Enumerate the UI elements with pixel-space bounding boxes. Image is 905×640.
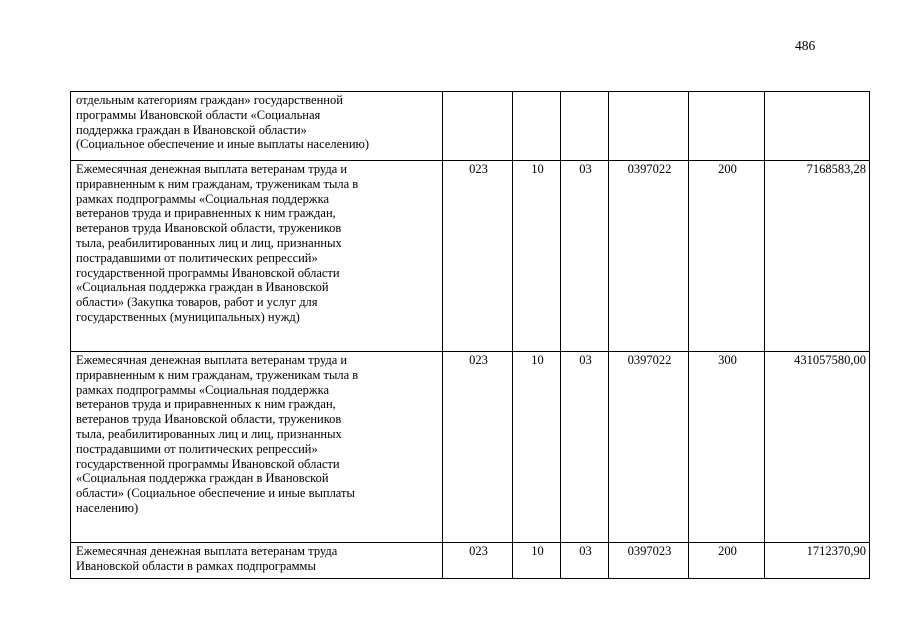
section-code-cell: 10 [513,352,561,543]
amount-cell [765,92,870,161]
ministry-code-cell: 023 [443,543,513,579]
expense-type-cell: 200 [689,161,765,352]
section-code-cell: 10 [513,161,561,352]
description-line: (Социальное обеспечение и иные выплаты населению) [76,137,370,152]
description-cell [71,352,443,543]
expense-type-cell [689,92,765,161]
description-line: государственных (муниципальных) нужд) [76,309,300,324]
target-article-cell [609,92,689,161]
description-line: приравненным к ним гражданам, труженикам тыла в [76,176,359,191]
description-cell [71,161,443,352]
description-cell [71,543,443,579]
page-number: 486 [795,38,816,53]
subsection-code-cell: 03 [561,352,609,543]
description-line: государственной программы Ивановской области [76,456,340,471]
description-line: поддержка граждан в Ивановской области» [76,122,307,137]
table-row [71,543,870,579]
target-article-cell: 0397022 [609,161,689,352]
description-line: отдельным категориям граждан» государственной [76,93,343,107]
subsection-code-cell: 03 [561,543,609,579]
description-line: Ежемесячная денежная выплата ветеранам труда [76,544,338,558]
description-line: тыла, реабилитированных лиц и лиц, признанных [76,426,342,441]
description-line: рамках подпрограммы «Социальная поддержка [76,191,330,206]
description-line: рамках подпрограммы «Социальная поддержка [76,382,330,397]
description-line: «Социальная поддержка граждан в Ивановской [76,280,329,295]
section-code-cell: 10 [513,543,561,579]
amount-cell: 431057580,00 [765,352,870,543]
ministry-code-cell: 023 [443,352,513,543]
ministry-code-cell [443,92,513,161]
description-line: «Социальная поддержка граждан в Ивановской [76,471,329,486]
expense-type-cell: 300 [689,352,765,543]
table-row [71,352,870,543]
description-line: ветеранов труда Ивановской области, тружеников [76,221,342,236]
description-line: населению) [76,500,139,515]
description-line: ветеранов труда и приравненных к ним граждан, [76,397,336,412]
description-line: ветеранов труда Ивановской области, тружеников [76,412,342,427]
subsection-code-cell: 03 [561,161,609,352]
description-line: государственной программы Ивановской области [76,265,340,280]
description-line: области» (Социальное обеспечение и иные выплаты [76,486,355,501]
description-line: Ивановской области в рамках подпрограммы [76,558,316,573]
description-line: Ежемесячная денежная выплата ветеранам труда и [76,162,348,176]
amount-cell: 7168583,28 [765,161,870,352]
description-line: ветеранов труда и приравненных к ним граждан, [76,206,336,221]
section-code-cell [513,92,561,161]
description-line: приравненным к ним гражданам, труженикам тыла в [76,367,359,382]
description-cell [71,92,443,161]
description-line: программы Ивановской области «Социальная [76,107,321,122]
ministry-code-cell: 023 [443,161,513,352]
expense-type-cell: 200 [689,543,765,579]
target-article-cell: 0397022 [609,352,689,543]
description-line: пострадавшими от политических репрессий» [76,250,318,265]
subsection-code-cell [561,92,609,161]
description-line: Ежемесячная денежная выплата ветеранам труда и [76,353,348,367]
table-row [71,92,870,161]
table-row [71,161,870,352]
amount-cell: 1712370,90 [765,543,870,579]
budget-table [70,91,870,579]
description-line: пострадавшими от политических репрессий» [76,441,318,456]
description-line: области» (Закупка товаров, работ и услуг для [76,295,318,310]
target-article-cell: 0397023 [609,543,689,579]
description-line: тыла, реабилитированных лиц и лиц, признанных [76,235,342,250]
